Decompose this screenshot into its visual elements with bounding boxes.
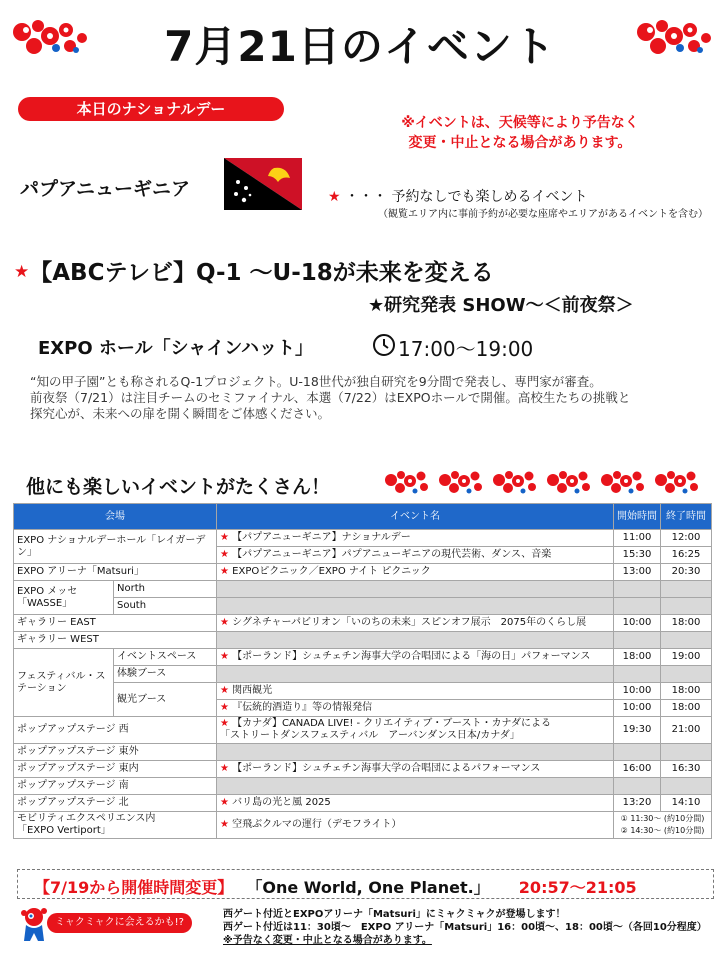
legend-note: （観覧エリア内に事前予約が必要な座席やエリアがあるイベントを含む） xyxy=(378,209,708,220)
start-cell: 10:00 xyxy=(614,683,661,700)
mascot-info-line: ※予告なく変更・中止となる場合があります。 xyxy=(223,935,432,946)
event-cell: ★ バリ島の光と風 2025 xyxy=(217,795,614,812)
legend xyxy=(328,186,587,206)
header-start: 開始時間 xyxy=(614,504,661,530)
description-line: “知の甲子園”とも称されるQ-1プロジェクト。U-18世代が独自研究を9分間で発表し、専門家が審査。 xyxy=(30,374,602,389)
header-event: イベント名 xyxy=(217,504,614,530)
table-row xyxy=(14,666,712,683)
event-cell: ★ 『伝統的酒造り』等の情報発信 xyxy=(217,700,614,717)
end-cell: 16:25 xyxy=(661,547,712,564)
time-text: ② 14:30～ (約10分間) xyxy=(620,826,705,835)
venue-cell: ポップアップステージ 北 xyxy=(14,795,217,812)
venue-text: 「EXPO Vertiport」 xyxy=(17,825,111,836)
table-header-row xyxy=(14,504,712,530)
venue-cell: ギャラリー WEST xyxy=(14,632,217,649)
national-day-badge: 本日のナショナルデー xyxy=(18,97,284,121)
end-cell: 18:00 xyxy=(661,683,712,700)
header-end: 終了時間 xyxy=(661,504,712,530)
banner-show: 「One World, One Planet.」 xyxy=(246,878,490,897)
table-row xyxy=(14,564,712,581)
empty-cell xyxy=(217,778,614,795)
start-cell: 16:00 xyxy=(614,761,661,778)
table-row xyxy=(14,744,712,761)
clock-icon xyxy=(372,333,396,357)
mascot-info-line: 西ゲート付近は11：30頃～ EXPO アリーナ「Matsuri」16：00頃～、18：00頃～（各回10分程度） xyxy=(223,922,707,933)
start-cell: 19:30 xyxy=(614,717,661,744)
events-table xyxy=(13,503,712,839)
empty-cell xyxy=(661,598,712,615)
featured-star-icon: ★ xyxy=(14,262,30,282)
notice-line-2: 変更・中止となる場合があります。 xyxy=(408,135,632,151)
event-cell: ★ シグネチャーパビリオン「いのちの未来」スピンオフ展示 2075年のくらし展 xyxy=(217,615,614,632)
description-line: 探究心が、未来への扉を開く瞬間をご体感ください。 xyxy=(30,406,331,421)
start-cell: 18:00 xyxy=(614,649,661,666)
end-cell: 20:30 xyxy=(661,564,712,581)
table-row xyxy=(14,795,712,812)
empty-cell xyxy=(217,581,614,598)
table-row xyxy=(14,717,712,744)
table-row xyxy=(14,778,712,795)
table-row xyxy=(14,649,712,666)
legend-text: ・・・ 予約なしでも楽しめるイベント xyxy=(345,189,588,205)
event-text: 【カナダ】CANADA LIVE! - クリエイティブ・ブースト・カナダによる xyxy=(232,718,551,729)
table-row xyxy=(14,615,712,632)
mascot-icon xyxy=(18,905,50,945)
end-cell: 16:30 xyxy=(661,761,712,778)
featured-time: 17:00～19:00 xyxy=(398,337,534,361)
empty-cell xyxy=(661,666,712,683)
event-text: シグネチャーパビリオン「いのちの未来」スピンオフ展示 2075年のくらし展 xyxy=(232,617,587,628)
event-text: 【パプアニューギニア】パプアニューギニアの現代芸術、ダンス、音楽 xyxy=(232,549,552,560)
venue-cell xyxy=(14,812,217,839)
event-cell: ★ 【パプアニューギニア】ナショナルデー xyxy=(217,530,614,547)
table-row xyxy=(14,598,712,615)
featured-venue: EXPO ホール「シャインハット」 xyxy=(38,338,313,359)
empty-cell xyxy=(614,632,661,649)
venue-cell: ギャラリー EAST xyxy=(14,615,217,632)
event-text: バリ島の光と風 2025 xyxy=(232,797,331,808)
end-cell: 14:10 xyxy=(661,795,712,812)
subvenue-cell: 観光ブース xyxy=(114,683,217,717)
start-cell: 10:00 xyxy=(614,615,661,632)
header-venue: 会場 xyxy=(14,504,217,530)
event-text: 『伝統的酒造り』等の情報発信 xyxy=(232,702,373,713)
venue-cell: EXPO ナショナルデーホール「レイガーデン」 xyxy=(14,530,217,564)
featured-description xyxy=(30,374,700,422)
featured-title-text: 【ABCテレビ】Q-1 ～U-18が未来を変える xyxy=(29,260,494,286)
empty-cell xyxy=(614,581,661,598)
venue-cell: EXPO アリーナ「Matsuri」 xyxy=(14,564,217,581)
empty-cell xyxy=(217,744,614,761)
event-text: 【ポーランド】シュチェチン海事大学の合唱団による「海の日」パフォーマンス xyxy=(232,651,591,662)
featured-event-title xyxy=(14,254,494,287)
event-text: EXPOピクニック／EXPO ナイト ピクニック xyxy=(232,566,431,577)
empty-cell xyxy=(661,778,712,795)
mascot-badge: ミャクミャクに会えるかも!? xyxy=(47,913,192,933)
event-text: 空飛ぶクルマの運行（デモフライト） xyxy=(232,819,402,830)
banner-label: 【7/19から開催時間変更】 xyxy=(34,878,234,897)
time-text: ① 11:30～ (約10分間) xyxy=(620,814,705,823)
venue-cell: フェスティバル・ステーション xyxy=(14,649,114,717)
event-cell: ★ 【ポーランド】シュチェチン海事大学の合唱団による「海の日」パフォーマンス xyxy=(217,649,614,666)
venue-cell: ポップアップステージ 西 xyxy=(14,717,217,744)
event-cell: ★ 【パプアニューギニア】パプアニューギニアの現代芸術、ダンス、音楽 xyxy=(217,547,614,564)
event-cell: ★ 空飛ぶクルマの運行（デモフライト） xyxy=(217,812,614,839)
table-row xyxy=(14,632,712,649)
event-cell: ★ 関西観光 xyxy=(217,683,614,700)
empty-cell xyxy=(614,666,661,683)
mascot-info xyxy=(223,908,707,947)
event-cell: ★ EXPOピクニック／EXPO ナイト ピクニック xyxy=(217,564,614,581)
papua-new-guinea-flag-icon xyxy=(224,158,302,210)
table-row xyxy=(14,812,712,839)
empty-cell xyxy=(614,778,661,795)
start-cell: 11:00 xyxy=(614,530,661,547)
subvenue-cell: 体験ブース xyxy=(114,666,217,683)
start-cell: 13:00 xyxy=(614,564,661,581)
national-day-country: パプアニューギニア xyxy=(20,178,191,200)
empty-cell xyxy=(661,581,712,598)
table-row xyxy=(14,530,712,547)
subvenue-cell: North xyxy=(114,581,217,598)
other-events-heading: 他にも楽しいイベントがたくさん！ xyxy=(26,476,331,498)
empty-cell xyxy=(217,666,614,683)
featured-event-subtitle: ★研究発表 SHOW～＜前夜祭＞ xyxy=(368,295,634,316)
end-cell: 18:00 xyxy=(661,615,712,632)
end-cell: 19:00 xyxy=(661,649,712,666)
time-cell xyxy=(614,812,712,839)
end-cell: 21:00 xyxy=(661,717,712,744)
end-cell: 18:00 xyxy=(661,700,712,717)
event-text: 【ポーランド】シュチェチン海事大学の合唱団によるパフォーマンス xyxy=(232,763,541,774)
empty-cell xyxy=(661,632,712,649)
event-cell: ★ 【カナダ】CANADA LIVE! - クリエイティブ・ブースト・カナダによる 「ストリートダンスフェスティバル アーバンダンス日本/カナダ」 xyxy=(217,717,614,744)
start-cell: 13:20 xyxy=(614,795,661,812)
description-line: 前夜祭（7/21）は注目チームのセミファイナル、本選（7/22）はEXPOホールで開催。高校生たちの挑戦と xyxy=(30,390,631,405)
weather-notice xyxy=(350,113,690,153)
empty-cell xyxy=(661,744,712,761)
venue-cell: ポップアップステージ 東内 xyxy=(14,761,217,778)
event-text: 関西観光 xyxy=(232,685,273,696)
empty-cell xyxy=(217,598,614,615)
legend-star-icon: ★ xyxy=(328,189,341,205)
empty-cell xyxy=(217,632,614,649)
notice-line-1: ※イベントは、天候等により予告なく xyxy=(401,115,639,131)
event-text: 「ストリートダンスフェスティバル アーバンダンス日本/カナダ」 xyxy=(220,730,520,741)
start-cell: 10:00 xyxy=(614,700,661,717)
venue-cell: EXPO メッセ「WASSE」 xyxy=(14,581,114,615)
empty-cell xyxy=(614,744,661,761)
banner-time: 20:57～21:05 xyxy=(518,878,637,897)
subvenue-cell: South xyxy=(114,598,217,615)
schedule-change-banner xyxy=(17,869,714,899)
table-row xyxy=(14,683,712,700)
venue-text: モビリティエクスペリエンス内 xyxy=(17,813,156,824)
subvenue-cell: イベントスペース xyxy=(114,649,217,666)
venue-cell: ポップアップステージ 南 xyxy=(14,778,217,795)
table-row xyxy=(14,581,712,598)
end-cell: 12:00 xyxy=(661,530,712,547)
empty-cell xyxy=(614,598,661,615)
event-cell: ★ 【ポーランド】シュチェチン海事大学の合唱団によるパフォーマンス xyxy=(217,761,614,778)
mascot-info-line: 西ゲート付近とEXPOアリーナ「Matsuri」にミャクミャクが登場します！ xyxy=(223,909,566,920)
event-text: 【パプアニューギニア】ナショナルデー xyxy=(232,532,411,543)
table-row xyxy=(14,761,712,778)
start-cell: 15:30 xyxy=(614,547,661,564)
expo-logo-row-icon xyxy=(383,466,713,496)
page-title: 7月21日のイベント xyxy=(164,22,556,71)
venue-cell: ポップアップステージ 東外 xyxy=(14,744,217,761)
